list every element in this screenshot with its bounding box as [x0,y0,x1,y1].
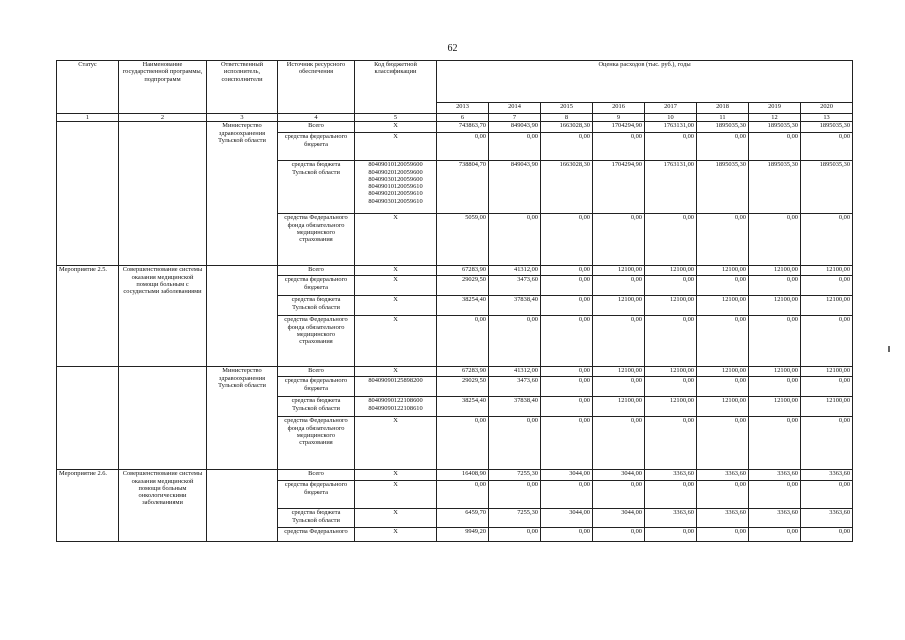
value-cell: 0,00 [645,377,697,397]
row-executor [207,266,278,367]
value-cell: 6459,70 [437,509,489,528]
value-cell: 0,00 [645,481,697,509]
column-number: 7 [489,114,541,122]
value-cell: 0,00 [697,133,749,161]
value-cell: 0,00 [749,214,801,266]
source-cell: средства бюджета Тульской области [278,509,355,528]
table-row [57,470,853,481]
year-header: 2020 [801,103,853,114]
value-cell: 9949,20 [437,528,489,542]
value-cell: 3044,00 [593,509,645,528]
value-cell: 3363,60 [697,470,749,481]
column-number: 10 [645,114,697,122]
value-cell: 12100,00 [801,397,853,417]
row-status: Мероприятие 2.5. [57,266,119,367]
value-cell: 3473,60 [489,377,541,397]
value-cell: 743863,70 [437,122,489,133]
row-status [57,367,119,470]
kbk-code-cell: X [355,367,437,377]
value-cell: 12100,00 [801,266,853,276]
header-executor: Ответственный исполнитель, соисполнители [207,61,278,114]
value-cell: 3044,00 [541,470,593,481]
value-cell: 0,00 [801,133,853,161]
table-row [57,367,853,377]
source-cell: средства бюджета Тульской области [278,296,355,316]
kbk-code-cell: X [355,509,437,528]
value-cell: 0,00 [749,481,801,509]
value-cell: 0,00 [749,417,801,470]
value-cell: 12100,00 [645,397,697,417]
value-cell: 0,00 [489,316,541,367]
year-header: 2019 [749,103,801,114]
value-cell: 0,00 [489,481,541,509]
value-cell: 29029,50 [437,276,489,296]
value-cell: 3363,60 [801,470,853,481]
value-cell: 3363,60 [801,509,853,528]
row-status: Мероприятие 2.6. [57,470,119,542]
value-cell: 12100,00 [697,266,749,276]
value-cell: 0,00 [437,133,489,161]
value-cell: 3363,60 [645,470,697,481]
value-cell: 12100,00 [645,296,697,316]
value-cell: 0,00 [593,377,645,397]
source-cell: средства федерального бюджета [278,133,355,161]
value-cell: 0,00 [541,481,593,509]
value-cell: 0,00 [801,377,853,397]
column-number: 2 [119,114,207,122]
value-cell: 0,00 [437,481,489,509]
row-measure-name [119,122,207,266]
value-cell: 3363,60 [749,470,801,481]
value-cell: 0,00 [645,417,697,470]
value-cell: 0,00 [541,266,593,276]
value-cell: 0,00 [489,214,541,266]
value-cell: 1763131,00 [645,122,697,133]
value-cell: 0,00 [541,133,593,161]
value-cell: 7255,30 [489,509,541,528]
source-cell: средства Федерального фонда обязательного медицинского страхования [278,417,355,470]
value-cell: 0,00 [437,316,489,367]
kbk-code-cell: X [355,528,437,542]
value-cell: 29029,50 [437,377,489,397]
value-cell: 1895035,30 [697,122,749,133]
header-status: Статус [57,61,119,114]
value-cell: 0,00 [749,316,801,367]
value-cell: 12100,00 [697,296,749,316]
value-cell: 1895035,30 [801,161,853,214]
source-cell: Всего [278,266,355,276]
value-cell: 0,00 [697,316,749,367]
column-number: 4 [278,114,355,122]
column-number: 13 [801,114,853,122]
value-cell: 0,00 [541,296,593,316]
value-cell: 12100,00 [645,367,697,377]
row-executor: Министерство здравоохранения Тульской области [207,122,278,266]
value-cell: 0,00 [645,316,697,367]
value-cell: 0,00 [801,528,853,542]
header-estimate: Оценка расходов (тыс. руб.), годы [437,61,853,103]
source-cell: средства Федерального [278,528,355,542]
value-cell: 0,00 [593,417,645,470]
header-kbk: Код бюджетной классификации [355,61,437,114]
column-number: 1 [57,114,119,122]
value-cell: 12100,00 [593,397,645,417]
value-cell: 38254,40 [437,397,489,417]
value-cell: 0,00 [801,316,853,367]
row-measure-name: Совершенствование системы оказания медицинской помощи больным с сосудистыми заболеваниями [119,266,207,367]
kbk-code-cell: X [355,133,437,161]
row-executor: Министерство здравоохранения Тульской области [207,367,278,470]
value-cell: 0,00 [541,316,593,367]
row-executor [207,470,278,542]
value-cell: 0,00 [541,367,593,377]
kbk-code-cell: X [355,296,437,316]
year-header: 2017 [645,103,697,114]
value-cell: 1663028,30 [541,122,593,133]
value-cell: 1895035,30 [749,122,801,133]
value-cell: 0,00 [749,276,801,296]
value-cell: 0,00 [645,276,697,296]
source-cell: средства бюджета Тульской области [278,161,355,214]
value-cell: 0,00 [593,481,645,509]
value-cell: 12100,00 [593,266,645,276]
value-cell: 3363,60 [749,509,801,528]
value-cell: 0,00 [645,133,697,161]
value-cell: 0,00 [801,214,853,266]
value-cell: 0,00 [697,276,749,296]
value-cell: 849043,90 [489,122,541,133]
value-cell: 0,00 [593,316,645,367]
column-number: 6 [437,114,489,122]
value-cell: 12100,00 [697,397,749,417]
row-status [57,122,119,266]
value-cell: 0,00 [489,133,541,161]
kbk-code-cell: 80409090122108600 80409090122108610 [355,397,437,417]
value-cell: 849043,90 [489,161,541,214]
kbk-code-cell: X [355,266,437,276]
year-header: 2016 [593,103,645,114]
column-number: 11 [697,114,749,122]
value-cell: 41312,00 [489,266,541,276]
value-cell: 12100,00 [801,367,853,377]
value-cell: 0,00 [697,528,749,542]
kbk-code-cell: X [355,481,437,509]
source-cell: средства федерального бюджета [278,481,355,509]
value-cell: 67283,90 [437,266,489,276]
value-cell: 0,00 [697,417,749,470]
source-cell: средства бюджета Тульской области [278,397,355,417]
scan-mark [888,346,890,352]
value-cell: 41312,00 [489,367,541,377]
table-row [57,122,853,133]
value-cell: 0,00 [645,214,697,266]
source-cell: Всего [278,122,355,133]
year-header: 2013 [437,103,489,114]
value-cell: 12100,00 [645,266,697,276]
value-cell: 37838,40 [489,296,541,316]
value-cell: 0,00 [749,377,801,397]
header-name: Наименование государственной программы, подпрограмм [119,61,207,114]
source-cell: средства Федерального фонда обязательного медицинского страхования [278,214,355,266]
kbk-code-cell: X [355,417,437,470]
value-cell: 1763131,00 [645,161,697,214]
value-cell: 0,00 [489,417,541,470]
value-cell: 16408,90 [437,470,489,481]
value-cell: 12100,00 [749,266,801,276]
column-number: 8 [541,114,593,122]
source-cell: средства федерального бюджета [278,377,355,397]
value-cell: 1663028,30 [541,161,593,214]
value-cell: 0,00 [801,481,853,509]
column-number: 5 [355,114,437,122]
value-cell: 0,00 [593,528,645,542]
table-row [57,266,853,276]
value-cell: 0,00 [801,276,853,296]
value-cell: 5059,00 [437,214,489,266]
value-cell: 738804,70 [437,161,489,214]
kbk-code-cell: 80409090125898200 [355,377,437,397]
value-cell: 0,00 [593,133,645,161]
value-cell: 38254,40 [437,296,489,316]
source-cell: Всего [278,367,355,377]
header-source: Источник ресурсного обеспечения [278,61,355,114]
value-cell: 12100,00 [593,367,645,377]
value-cell: 3363,60 [645,509,697,528]
value-cell: 3363,60 [697,509,749,528]
kbk-code-cell: X [355,122,437,133]
value-cell: 0,00 [697,377,749,397]
value-cell: 0,00 [593,276,645,296]
kbk-code-cell: X [355,276,437,296]
value-cell: 0,00 [749,528,801,542]
value-cell: 37838,40 [489,397,541,417]
column-number: 9 [593,114,645,122]
value-cell: 0,00 [645,528,697,542]
value-cell: 12100,00 [749,296,801,316]
value-cell: 0,00 [541,377,593,397]
value-cell: 3473,60 [489,276,541,296]
value-cell: 0,00 [593,214,645,266]
value-cell: 0,00 [541,417,593,470]
value-cell: 1704294,90 [593,161,645,214]
value-cell: 0,00 [437,417,489,470]
row-measure-name [119,367,207,470]
value-cell: 0,00 [541,214,593,266]
value-cell: 12100,00 [801,296,853,316]
value-cell: 3044,00 [541,509,593,528]
column-number: 12 [749,114,801,122]
value-cell: 0,00 [801,417,853,470]
value-cell: 0,00 [541,528,593,542]
value-cell: 1895035,30 [801,122,853,133]
year-header: 2015 [541,103,593,114]
year-header: 2014 [489,103,541,114]
value-cell: 12100,00 [697,367,749,377]
value-cell: 0,00 [489,528,541,542]
value-cell: 0,00 [697,481,749,509]
kbk-code-cell: X [355,470,437,481]
value-cell: 12100,00 [749,367,801,377]
source-cell: средства федерального бюджета [278,276,355,296]
row-measure-name: Совершенствование системы оказания медицинской помощи больным онкологическими заболеваниями [119,470,207,542]
value-cell: 12100,00 [749,397,801,417]
budget-table [56,60,853,542]
value-cell: 0,00 [541,397,593,417]
value-cell: 12100,00 [593,296,645,316]
page-number: 62 [447,43,458,54]
value-cell: 1895035,30 [697,161,749,214]
value-cell: 67283,90 [437,367,489,377]
year-header: 2018 [697,103,749,114]
value-cell: 3044,00 [593,470,645,481]
value-cell: 7255,30 [489,470,541,481]
value-cell: 0,00 [541,276,593,296]
source-cell: Всего [278,470,355,481]
source-cell: средства Федерального фонда обязательного медицинского страхования [278,316,355,367]
kbk-code-cell: X [355,316,437,367]
value-cell: 0,00 [749,133,801,161]
value-cell: 1895035,30 [749,161,801,214]
value-cell: 0,00 [697,214,749,266]
column-number: 3 [207,114,278,122]
kbk-code-cell: 80409010120059600 80409020120059600 80409030120059600 80409010120059610 80409020120059610 80409030120059610 [355,161,437,214]
value-cell: 1704294,90 [593,122,645,133]
kbk-code-cell: X [355,214,437,266]
